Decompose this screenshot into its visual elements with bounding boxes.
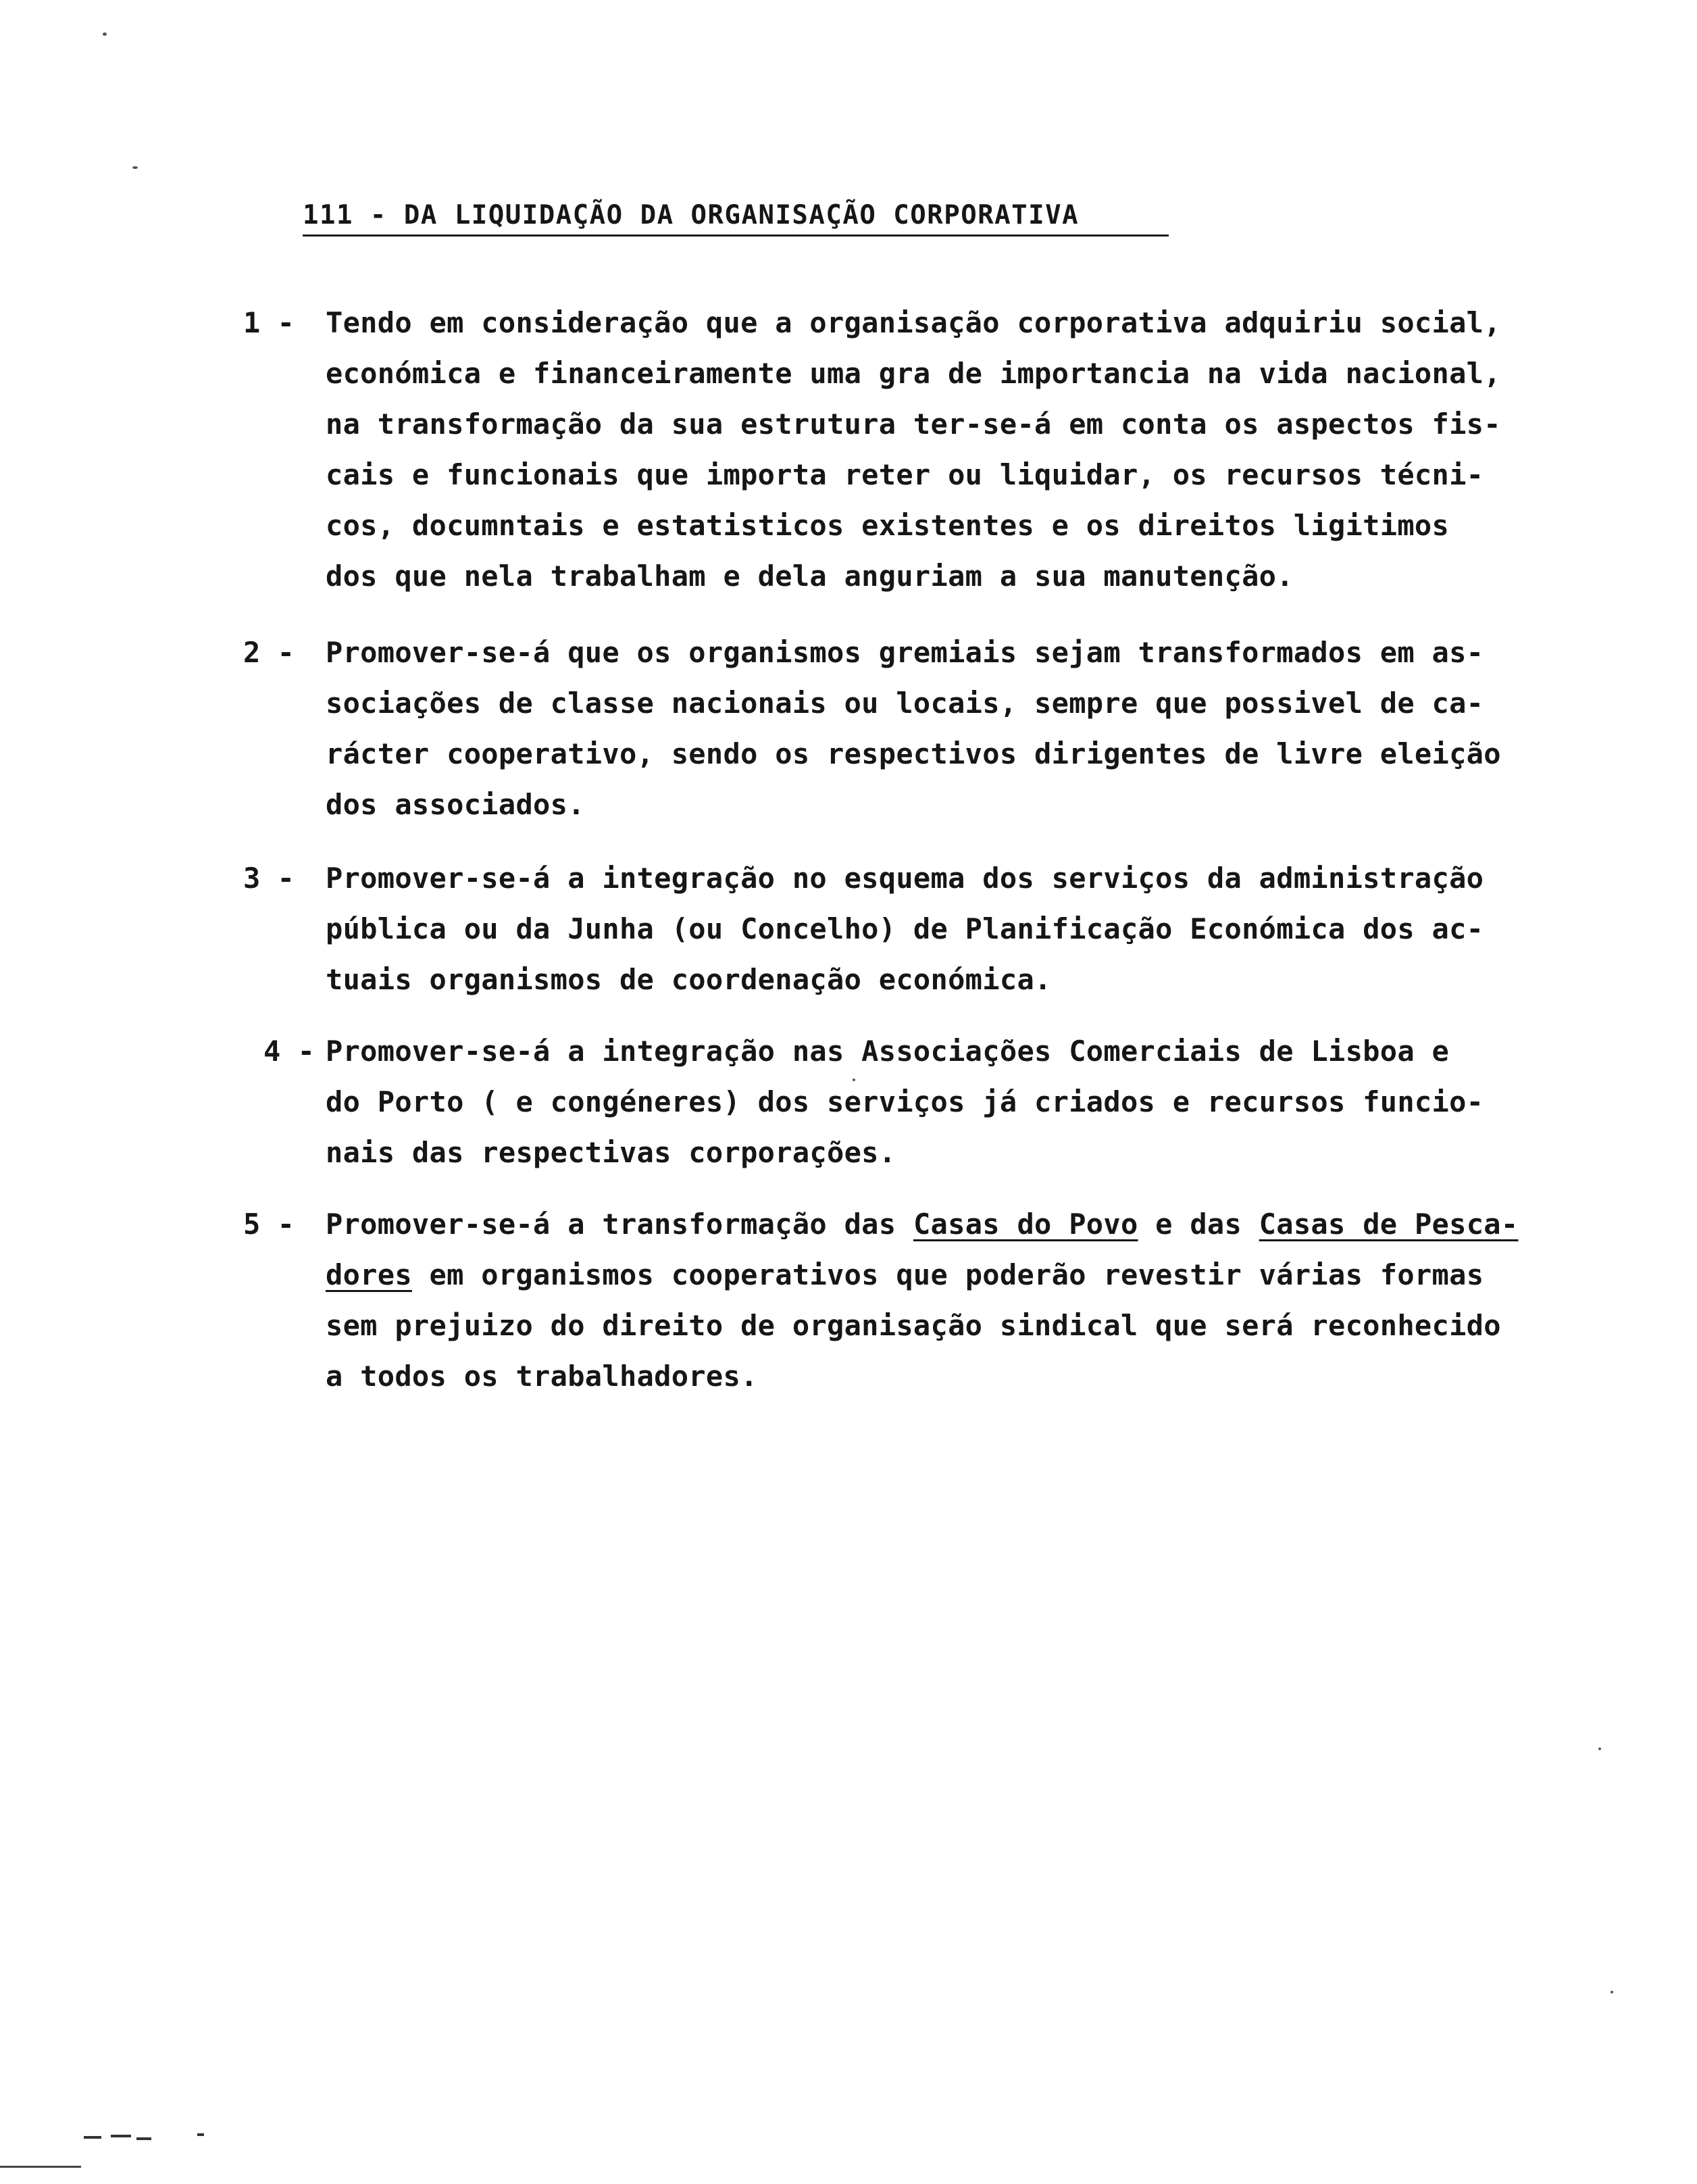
text-line: pública ou da Junha (ou Concelho) de Planificação Económica dos ac- bbox=[326, 912, 1484, 945]
text-line: na transformação da sua estrutura ter-se-á em conta os aspectos fis- bbox=[326, 407, 1501, 441]
text-line: cais e funcionais que importa reter ou liquidar, os recursos técni- bbox=[326, 458, 1484, 491]
underlined-term-casas-de-pescadores: Casas de Pesca- bbox=[1259, 1208, 1519, 1241]
scan-mark bbox=[197, 2133, 204, 2136]
item-text bbox=[326, 853, 1596, 1005]
item-number: 5 - bbox=[243, 1208, 295, 1241]
scan-speck bbox=[1611, 1991, 1613, 1993]
section-heading: 111 - DA LIQUIDAÇÃO DA ORGANISAÇÃO CORPORATIVA bbox=[303, 200, 1169, 237]
underlined-term-casas-de-pescadores-cont: dores bbox=[326, 1258, 412, 1291]
scan-speck bbox=[103, 32, 107, 36]
text-line bbox=[326, 1199, 1596, 1249]
text-line: sociações de classe nacionais ou locais, sempre que possivel de ca- bbox=[326, 687, 1484, 720]
item-number: 2 - bbox=[243, 636, 295, 669]
text-line: rácter cooperativo, sendo os respectivos dirigentes de livre eleição bbox=[326, 737, 1501, 770]
text-line: tuais organismos de coordenação económica. bbox=[326, 963, 1052, 996]
scan-speck bbox=[1598, 1747, 1601, 1750]
item-text bbox=[326, 1026, 1596, 1178]
text-line: nais das respectivas corporações. bbox=[326, 1136, 896, 1169]
item-text bbox=[326, 297, 1596, 601]
underlined-term-casas-do-povo: Casas do Povo bbox=[913, 1208, 1138, 1241]
text-line: do Porto ( e congéneres) dos serviços já criados e recursos funcio- bbox=[326, 1085, 1484, 1118]
scan-mark bbox=[84, 2136, 101, 2139]
scan-speck bbox=[132, 166, 138, 169]
text-line: dos associados. bbox=[326, 788, 585, 821]
item-number: 3 - bbox=[243, 862, 295, 895]
text-line: dos que nela trabalham e dela anguriam a sua manutenção. bbox=[326, 560, 1294, 593]
text-segment: em organismos cooperativos que poderão revestir várias formas bbox=[411, 1258, 1484, 1291]
item-number: 4 - bbox=[263, 1035, 315, 1068]
text-line: Promover-se-á que os organismos gremiais sejam transformados em as- bbox=[326, 636, 1484, 669]
text-line: Promover-se-á a integração nas Associações Comerciais de Lisboa e bbox=[326, 1035, 1450, 1068]
scan-mark bbox=[136, 2137, 151, 2140]
text-line: cos, documntais e estatisticos existentes e os direitos ligitimos bbox=[326, 509, 1450, 542]
text-line: económica e financeiramente uma gra de importancia na vida nacional, bbox=[326, 357, 1501, 390]
text-line bbox=[326, 1249, 1596, 1300]
text-line: sem prejuizo do direito de organisação sindical que será reconhecido bbox=[326, 1309, 1501, 1342]
text-line: a todos os trabalhadores. bbox=[326, 1360, 758, 1393]
scan-edge-rule bbox=[0, 2166, 81, 2168]
text-segment: Promover-se-á a transformação das bbox=[326, 1208, 913, 1241]
scan-mark bbox=[111, 2135, 131, 2137]
item-text bbox=[326, 627, 1596, 830]
scan-marks bbox=[74, 2132, 223, 2159]
text-line: Tendo em consideração que a organisação corporativa adquiriu social, bbox=[326, 306, 1501, 339]
item-text bbox=[326, 1199, 1596, 1401]
item-number: 1 - bbox=[243, 306, 295, 339]
text-segment: e das bbox=[1138, 1208, 1259, 1241]
text-line: Promover-se-á a integração no esquema dos serviços da administração bbox=[326, 862, 1484, 895]
